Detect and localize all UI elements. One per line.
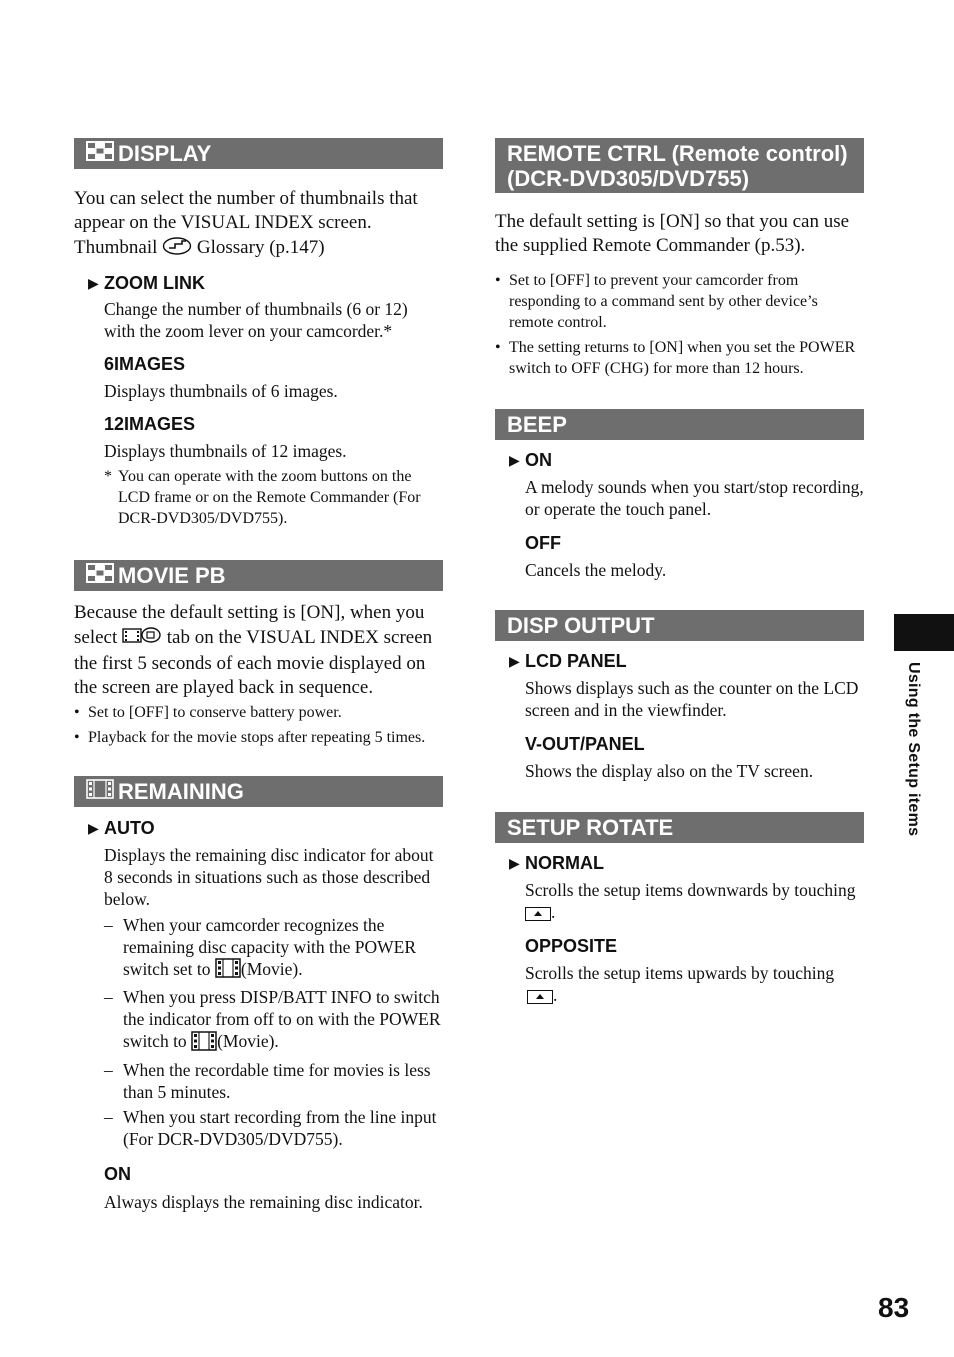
option-12images: 12IMAGES	[104, 414, 196, 434]
index-grid-icon	[86, 563, 114, 588]
auto-condition	[104, 914, 443, 983]
remote-ctrl-title: REMOTE CTRL (Remote control)	[507, 141, 848, 166]
auto-condition-text: When you press DISP/BATT INFO to switch the indicator from off to on with the POWER switch to	[123, 987, 441, 1052]
display-options	[88, 272, 443, 529]
option-lcd-panel-label: LCD PANEL	[525, 651, 627, 671]
option-normal	[509, 852, 864, 874]
option-zoom-link-label: ZOOM LINK	[104, 273, 205, 293]
dash-mark: –	[104, 987, 113, 1008]
normal-desc-end: .	[551, 902, 556, 922]
auto-desc: Displays the remaining disc indicator for about 8 seconds in situations such as those described below.	[104, 845, 434, 909]
bullet-mark: •	[495, 272, 501, 289]
zoom-footnote	[104, 466, 443, 529]
default-setting-arrow-icon: ▶	[509, 452, 520, 468]
option-auto-label: AUTO	[104, 818, 155, 838]
display-header	[74, 138, 443, 169]
option-beep-on	[509, 449, 864, 471]
index-grid-icon	[86, 141, 114, 166]
thumbnail-word: Thumbnail	[74, 236, 158, 258]
movie-pb-bullet	[74, 702, 443, 723]
opposite-desc-end: .	[553, 985, 558, 1005]
auto-condition-end: (Movie).	[217, 1031, 279, 1052]
on-desc: Always displays the remaining disc indicator.	[104, 1191, 423, 1212]
option-beep-off: OFF	[525, 533, 561, 553]
setup-rotate-header	[495, 812, 864, 843]
movie-film-icon	[215, 958, 241, 983]
option-6images: 6IMAGES	[104, 354, 186, 374]
opposite-desc-text: Scrolls the setup items upwards by touching	[525, 963, 835, 983]
default-setting-arrow-icon: ▶	[88, 820, 99, 836]
remote-ctrl-header	[495, 138, 864, 193]
default-setting-arrow-icon: ▶	[88, 275, 99, 291]
auto-condition	[104, 1059, 443, 1103]
beep-off-desc: Cancels the melody.	[525, 560, 667, 580]
auto-condition-text: When the recordable time for movies is less than 5 minutes.	[123, 1059, 431, 1102]
option-lcd-panel	[509, 650, 864, 672]
bullet-mark: •	[495, 339, 501, 356]
disp-output-options	[509, 650, 864, 782]
normal-desc-text: Scrolls the setup items downwards by touching	[525, 880, 856, 900]
setup-rotate-options	[509, 852, 864, 1006]
bullet-mark: •	[74, 704, 80, 721]
scroll-up-button-icon	[525, 907, 551, 921]
disp-output-header	[495, 610, 864, 641]
remaining-header	[74, 776, 443, 807]
remote-bullet	[495, 270, 864, 333]
option-normal-label: NORMAL	[525, 853, 604, 873]
movie-film-icon	[191, 1031, 217, 1056]
setup-rotate-title: SETUP ROTATE	[507, 815, 674, 840]
movie-pb-bullet-text: Set to [OFF] to conserve battery power.	[88, 704, 342, 721]
footnote-mark: *	[104, 468, 112, 485]
display-title: DISPLAY	[118, 141, 212, 166]
remaining-options	[88, 817, 443, 1213]
film-icon	[86, 779, 114, 804]
chapter-tab-marker	[894, 614, 954, 651]
lcd-panel-desc: Shows displays such as the counter on the LCD screen and in the viewfinder.	[525, 678, 859, 720]
glossary-ref: Glossary (p.147)	[196, 236, 325, 258]
remote-intro: The default setting is [ON] so that you can use the supplied Remote Commander (p.53).	[495, 211, 850, 256]
dash-mark: –	[104, 1059, 113, 1080]
dash-mark: –	[104, 1106, 113, 1127]
movie-pb-header	[74, 560, 443, 591]
disp-output-title: DISP OUTPUT	[507, 613, 655, 638]
chapter-side-label: Using the Setup items	[905, 662, 922, 837]
v-out-panel-desc: Shows the display also on the TV screen.	[525, 761, 814, 781]
option-zoom-link	[88, 272, 443, 294]
movie-pb-intro-b: tab on the VISUAL INDEX screen the first 5 seconds of each movie displayed on the screen are played back in sequence.	[74, 626, 433, 698]
remaining-title: REMAINING	[118, 779, 244, 804]
display-intro-text: You can select the number of thumbnails that appear on the VISUAL INDEX screen.	[74, 188, 418, 233]
page-number: 83	[878, 1292, 910, 1323]
beep-options	[509, 449, 864, 581]
zoom-link-desc: Change the number of thumbnails (6 or 12) with the zoom lever on your camcorder.*	[104, 299, 408, 341]
auto-condition	[104, 986, 443, 1055]
remote-bullet	[495, 337, 864, 379]
remote-bullet-text: Set to [OFF] to prevent your camcorder from responding to a command sent by other device’s remote control.	[509, 272, 818, 331]
glossary-icon	[162, 235, 192, 262]
display-intro	[74, 187, 443, 262]
beep-header	[495, 409, 864, 440]
remote-ctrl-subtitle: (DCR-DVD305/DVD755)	[507, 166, 750, 191]
right-column	[495, 138, 864, 1006]
movie-pb-title: MOVIE PB	[118, 563, 226, 588]
opposite-desc	[525, 962, 864, 1006]
bullet-mark: •	[74, 729, 80, 746]
auto-condition	[104, 1106, 443, 1150]
movie-pb-intro-a: Because the default setting is [ON], when you select	[74, 602, 425, 648]
beep-on-desc: A melody sounds when you start/stop recording, or operate the touch panel.	[525, 477, 864, 519]
default-setting-arrow-icon: ▶	[509, 653, 520, 669]
movie-pb-intro	[74, 601, 443, 700]
scroll-up-button-icon	[527, 990, 553, 1004]
option-auto	[88, 817, 443, 839]
remote-bullet-text: The setting returns to [ON] when you set the POWER switch to OFF (CHG) for more than 12 hours.	[509, 339, 856, 377]
option-v-out-panel: V-OUT/PANEL	[525, 734, 645, 754]
auto-condition-text: When your camcorder recognizes the remaining disc capacity with the POWER switch set to	[123, 915, 417, 979]
12images-desc: Displays thumbnails of 12 images.	[104, 441, 347, 461]
option-on: ON	[104, 1163, 131, 1184]
movie-tab-icon	[122, 625, 162, 652]
movie-pb-bullet	[74, 727, 443, 748]
left-column	[74, 138, 443, 1213]
dash-mark: –	[104, 915, 113, 935]
default-setting-arrow-icon: ▶	[509, 855, 520, 871]
option-beep-on-label: ON	[525, 450, 552, 470]
zoom-footnote-text: You can operate with the zoom buttons on the LCD frame or on the Remote Commander (For DCR-DVD305/DVD755).	[118, 468, 421, 527]
option-opposite: OPPOSITE	[525, 936, 618, 956]
normal-desc	[525, 879, 864, 923]
beep-title: BEEP	[507, 412, 567, 437]
movie-pb-bullet-text: Playback for the movie stops after repeating 5 times.	[88, 729, 426, 746]
auto-condition-end: (Movie).	[240, 959, 303, 979]
6images-desc: Displays thumbnails of 6 images.	[104, 381, 338, 401]
auto-condition-text: When you start recording from the line input (For DCR-DVD305/DVD755).	[123, 1106, 437, 1149]
